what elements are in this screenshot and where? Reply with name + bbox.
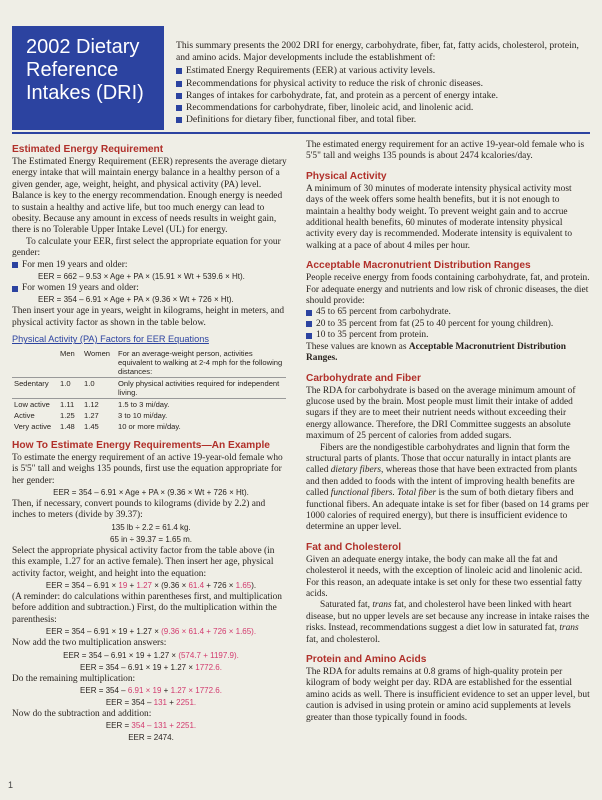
intro-section	[176, 40, 590, 126]
eer-equation-list	[12, 260, 290, 271]
square-bullet-icon	[12, 286, 18, 292]
amdr-bullet: 10 to 35 percent from protein.	[306, 330, 590, 341]
carb-paragraph-2: Fibers are the nondigestible carbohydrates and lignin that form the structural parts of plants. Those that occur naturally in intact plants are called dietary fibers, whereas those that have been extracted from plants and then added to foods with the intent of improving health benefits are called functional fibers. Total fiber is the sum of both dietary fibers and functional fibers. An adequate intake is set for fiber (based on 14 grams per 1000 calories of required energy), but there is insufficient evidence to determine an upper level.	[306, 442, 589, 533]
table-cell: 1.0	[58, 377, 82, 398]
example-equation-6: EER = 354 – 6.91 × 19 + 1.27 × 1772.6.	[80, 685, 222, 695]
square-bullet-icon	[306, 310, 312, 316]
table-cell: 1.45	[84, 421, 99, 431]
square-bullet-icon	[306, 321, 312, 327]
example-equation-8: EER = 354 – 131 + 2251.	[105, 721, 197, 731]
square-bullet-icon	[306, 333, 312, 339]
men-label: For men 19 years and older:	[12, 260, 290, 271]
table-row	[12, 377, 286, 398]
table-cell: 1.12	[82, 398, 116, 410]
table-cell: 1.5 to 3 mi/day.	[116, 398, 286, 410]
right-column	[306, 140, 590, 724]
table-header-cell: For an average-weight person, activities equivalent to walking at 2-4 mph for the following distances:	[118, 348, 283, 376]
table-cell: Very active	[14, 421, 52, 431]
example-equation-9: EER = 2474.	[128, 733, 174, 743]
square-bullet-icon	[176, 81, 182, 87]
example-paragraph-4: (A reminder: do calculations within parentheses first, and multiplication before addition and subtraction.) First, do the multiplication within the parenthesis:	[12, 591, 282, 625]
title-line-3: Intakes (DRI)	[26, 82, 144, 104]
conversion-weight: 135 lb ÷ 2.2 = 61.4 kg.	[111, 522, 191, 532]
example-paragraph-7: Now do the subtraction and addition:	[12, 708, 152, 719]
table-cell: Sedentary	[12, 377, 58, 398]
table-cell: 1.11	[58, 398, 82, 410]
square-bullet-icon	[12, 262, 18, 268]
title-box	[12, 26, 164, 130]
table-cell: 10 or more mi/day.	[118, 421, 181, 431]
physical-activity-heading: Physical Activity	[306, 170, 387, 182]
table-row	[12, 410, 286, 421]
example-equation-4: EER = 354 – 6.91 × 19 + 1.27 × (574.7 + 1197.9).	[63, 650, 239, 660]
table-cell: Only physical activities required for independent living.	[116, 377, 286, 398]
left-column	[12, 140, 290, 744]
example-heading: How To Estimate Energy Requirements—An Example	[12, 439, 270, 451]
table-row	[12, 421, 286, 432]
women-equation: EER = 354 – 6.91 × Age + PA × (9.36 × Wt + 726 × Ht).	[38, 295, 234, 305]
eer-insert-paragraph: Then insert your age in years, weight in kilograms, height in meters, and physical activity factor as shown in the table below.	[12, 306, 285, 328]
eer-heading: Estimated Energy Requirement	[12, 144, 164, 155]
amdr-bullet: 20 to 35 percent from fat (25 to 40 percent for young children).	[306, 319, 590, 330]
amdr-summary: These values are known as Acceptable Macronutrient Distribution Ranges.	[306, 341, 566, 364]
table-cell: 1.27	[84, 410, 99, 420]
square-bullet-icon	[176, 105, 182, 111]
example-equation-2: EER = 354 – 6.91 × 19 + 1.27 × (9.36 × 61.4 + 726 × 1.65).	[45, 580, 257, 590]
example-equation-1: EER = 354 – 6.91 × Age + PA × (9.36 × Wt + 726 × Ht).	[53, 487, 249, 497]
table-header-cell: Women	[84, 348, 111, 358]
table-header-cell	[12, 348, 58, 378]
intro-bullet: Recommendations for carbohydrate, fiber, linoleic acid, and linolenic acid.	[176, 102, 590, 114]
intro-bullet: Definitions for dietary fiber, functional fiber, and total fiber.	[176, 114, 590, 126]
table-cell: 3 to 10 mi/day.	[118, 410, 168, 420]
table-cell: 1.0	[82, 377, 116, 398]
table-header-cell: Men	[60, 348, 75, 358]
amdr-bullet-list	[306, 307, 590, 341]
example-equation-7: EER = 354 – 131 + 2251.	[105, 697, 197, 707]
example-paragraph-5: Now add the two multiplication answers:	[12, 638, 167, 649]
square-bullet-icon	[176, 68, 182, 74]
table-cell: Low active	[12, 398, 58, 410]
eer-instructions: To calculate your EER, first select the appropriate equation for your gender:	[12, 236, 281, 259]
square-bullet-icon	[176, 117, 182, 123]
amdr-heading: Acceptable Macronutrient Distribution Ranges	[306, 260, 531, 272]
intro-bullet-list	[176, 65, 590, 126]
page-number: 1	[8, 780, 14, 790]
carb-fiber-heading: Carbohydrate and Fiber	[306, 372, 421, 384]
intro-bullet: Estimated Energy Requirements (EER) at various activity levels.	[176, 65, 590, 77]
fat-paragraph-2: Saturated fat, trans fat, and cholesterol have been linked with heart disease, but no upper levels are set because any increase in intake raises the risks. Instead, recommendations suggest a diet low in saturated fat, trans fat, and cholesterol.	[306, 600, 590, 645]
title-line-1: 2002 Dietary	[26, 36, 140, 58]
title-line-2: Reference	[26, 59, 119, 81]
women-label: For women 19 years and older:	[12, 283, 290, 294]
intro-bullet: Recommendations for physical activity to reduce the risk of chronic diseases.	[176, 78, 590, 90]
eer-equation-list-women	[12, 283, 290, 294]
pa-factor-table	[12, 348, 286, 432]
table-cell: Active	[14, 410, 35, 420]
intro-bullet: Ranges of intakes for carbohydrate, fat, and protein as a percent of energy intake.	[176, 90, 590, 102]
amdr-text: People receive energy from foods containing carbohydrate, fat, and protein. For adequate energy and nutrients and low risk of chronic diseases, the diet should provide:	[306, 273, 590, 307]
section-divider	[12, 132, 590, 134]
table-cell: 1.25	[60, 410, 75, 420]
pa-table-heading: Physical Activity (PA) Factors for EER Equations	[12, 334, 209, 345]
fat-cholesterol-heading: Fat and Cholesterol	[306, 541, 402, 553]
conversion-height: 65 in ÷ 39.37 = 1.65 m.	[110, 534, 192, 544]
men-equation: EER = 662 – 9.53 × Age + PA × (15.91 × Wt + 539.6 × Ht).	[38, 272, 245, 282]
intro-text: This summary presents the 2002 DRI for energy, carbohydrate, fiber, fat, fatty acids, cholesterol, protein, and amino acids. Major developments include the establishment of:	[176, 40, 579, 64]
carb-paragraph-1: The RDA for carbohydrate is based on the average minimum amount of glucose used by the brain. Most people must limit their intake of added sugars if they are to meet their nutrient needs without exceeding their energy allowance. Therefore, the DRI Committee suggests an absolute maximum of 25 percent of calories from added sugars.	[306, 385, 576, 442]
example-paragraph-3: Select the appropriate physical activity factor from the table above (in this example, 1.27 for an active female). Then insert her age, physical activity factor, weight, and height into the equation:	[12, 545, 275, 579]
example-paragraph-6: Do the remaining multiplication:	[12, 673, 136, 684]
eer-paragraph: The Estimated Energy Requirement (EER) represents the average dietary energy intake that will maintain energy balance in a healthy person of a given gender, age, weight, height, and physical activity (PA) level. Balance is key to the energy recommendation. Enough energy is needed to sustain a healthy and active life, but too much energy can lead to obesity. Because any amount in excess of needs results in weight gain, there is no Tolerable Upper Intake Level (UL) for energy.	[12, 157, 287, 236]
table-row	[12, 398, 286, 410]
example-paragraph-1: To estimate the energy requirement of an active 19-year-old female who is 5'5" tall and weighs 135 pounds, first use the equation appropriate for her gender:	[12, 452, 283, 486]
physical-activity-text: A minimum of 30 minutes of moderate intensity physical activity most days of the week offers some health benefits, but it is not enough to maintain a healthy body weight. To prevent weight gain and to accrue additional health benefits, 60 minutes of moderate intensity physical activity every day is recommended. Moderate intensity is equivalent to walking at a pace of about 4 miles per hour.	[306, 183, 573, 251]
example-equation-5: EER = 354 – 6.91 × 19 + 1.27 × 1772.6.	[80, 662, 222, 672]
table-header-row	[12, 348, 286, 378]
table-cell: 1.48	[60, 421, 75, 431]
example-equation-3: EER = 354 – 6.91 × 19 + 1.27 × (9.36 × 61.4 + 726 × 1.65).	[45, 627, 257, 637]
fat-paragraph-1: Given an adequate energy intake, the body can make all the fat and cholesterol it needs, with the exception of linoleic acid and linolenic acid. For this reason, an adequate intake is set only for these two essential fatty acids.	[306, 554, 583, 599]
protein-text: The RDA for adults remains at 0.8 grams of high-quality protein per kilogram of body weight per day. RDA are established for the essential amino acids as well. There is insufficient evidence to set an upper level, but caution is advised in using protein or amino acid supplements at levels greater than those typically found in foods.	[306, 667, 590, 723]
protein-heading: Protein and Amino Acids	[306, 654, 427, 666]
square-bullet-icon	[176, 93, 182, 99]
amdr-bullet: 45 to 65 percent from carbohydrate.	[306, 307, 590, 318]
example-result: The estimated energy requirement for an active 19-year-old female who is 5'5" tall and weighs 135 pounds is about 2474 kcalories/day.	[306, 140, 585, 162]
example-paragraph-2: Then, if necessary, convert pounds to kilograms (divide by 2.2) and inches to meters (divide by 39.37):	[12, 498, 266, 521]
